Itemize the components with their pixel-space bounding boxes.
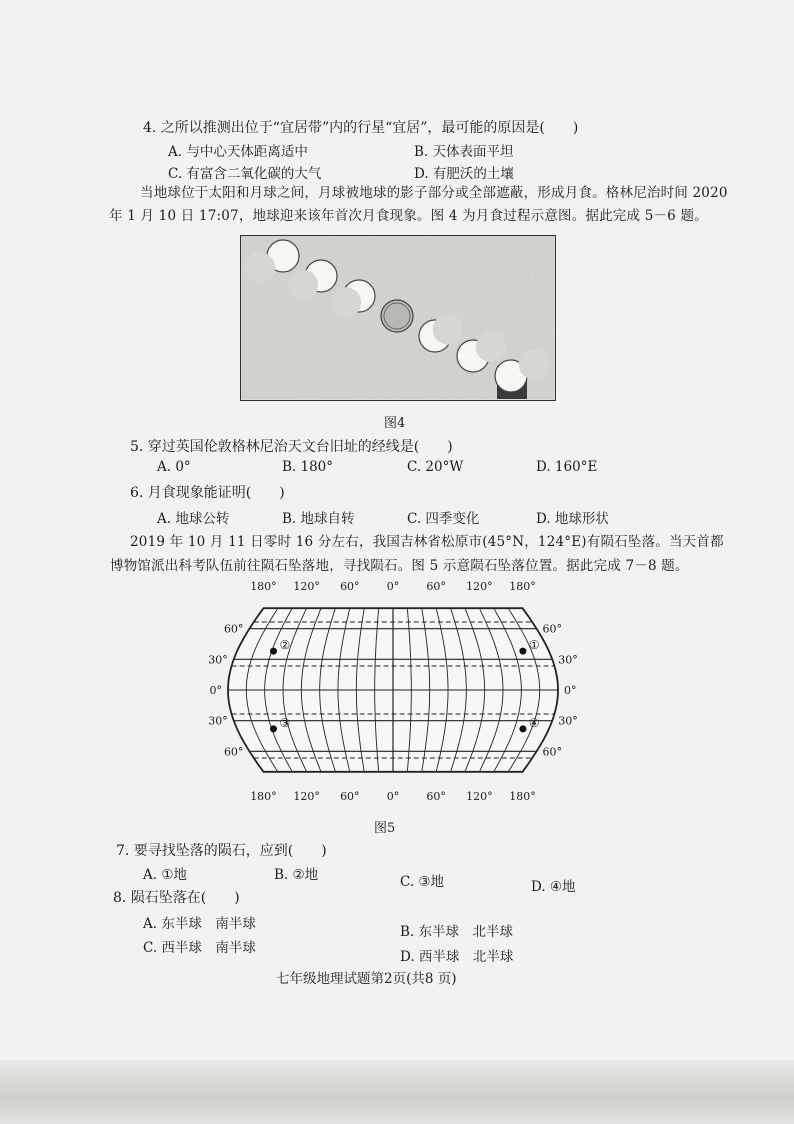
location-dot: [519, 725, 526, 732]
longitude-label-top: 0°: [386, 580, 400, 593]
meteorite-location-map: [195, 578, 600, 804]
longitude-label-top: 60°: [426, 580, 446, 593]
location-dot: [270, 725, 277, 732]
longitude-label-bottom: 0°: [386, 790, 400, 803]
location-label: ④: [528, 715, 540, 730]
question-8-option-a: A. 东半球 南半球: [143, 916, 256, 932]
longitude-label-top: 60°: [340, 580, 360, 593]
longitude-label-top: 180°: [509, 580, 536, 593]
latitude-label-left: 30°: [208, 653, 228, 667]
question-4-option-a: A. 与中心天体距离适中: [168, 144, 308, 160]
question-5-option-d: D. 160°E: [536, 459, 598, 475]
question-7-stem: 7. 要寻找坠落的陨石，应到( ): [116, 843, 327, 859]
question-6-option-d: D. 地球形状: [536, 511, 609, 527]
longitude-label-bottom: 60°: [426, 790, 446, 803]
longitude-label-bottom: 60°: [340, 790, 360, 803]
question-8-option-d: D. 西半球 北半球: [400, 949, 514, 965]
question-5-option-b: B. 180°: [282, 459, 334, 475]
latitude-label-right: 0°: [564, 684, 577, 697]
intro-7-8-line-2: 博物馆派出科考队伍前往陨石坠落地，寻找陨石。图 5 示意陨石坠落位置。据此完成 7－8 题。: [110, 558, 689, 574]
longitude-label-top: 120°: [293, 580, 320, 593]
eclipse-phase: [381, 300, 413, 332]
lunar-eclipse-photo: [240, 235, 556, 401]
latitude-label-right: 30°: [558, 653, 578, 667]
figure-5-caption: 图5: [374, 821, 396, 836]
question-5-option-c: C. 20°W: [407, 459, 464, 475]
page-footer: 七年级地理试题第2页(共8 页): [276, 971, 457, 987]
question-7-option-c: C. ③地: [400, 874, 445, 890]
lunar-eclipse-phases: [241, 236, 554, 399]
question-7-option-d: D. ④地: [531, 879, 576, 895]
question-6-option-a: A. 地球公转: [157, 511, 230, 527]
intro-5-6-line-1: 当地球位于太阳和月球之间，月球被地球的影子部分或全部遮蔽，形成月食。格林尼治时间 2020: [140, 185, 728, 201]
question-7-option-a: A. ①地: [143, 867, 187, 883]
latitude-label-left: 60°: [223, 745, 244, 759]
question-4-option-b: B. 天体表面平坦: [414, 144, 514, 160]
location-label: ③: [279, 715, 291, 730]
question-5-stem: 5. 穿过英国伦敦格林尼治天文台旧址的经线是( ): [130, 439, 453, 455]
longitude-label-bottom: 120°: [293, 790, 320, 803]
latitude-label-right: 30°: [558, 714, 578, 728]
question-4-option-d: D. 有肥沃的土壤: [414, 166, 514, 182]
location-dot: [519, 648, 526, 655]
longitude-label-top: 180°: [250, 580, 277, 593]
latitude-label-left: 0°: [209, 684, 222, 697]
latitude-label-left: 60°: [223, 622, 244, 636]
longitude-label-top: 120°: [466, 580, 493, 593]
question-4-option-c: C. 有富含二氧化碳的大气: [168, 166, 322, 182]
latitude-label-right: 60°: [542, 745, 563, 759]
location-label: ①: [528, 638, 540, 653]
latitude-label-right: 60°: [542, 622, 563, 636]
longitude-label-bottom: 180°: [250, 790, 277, 803]
scan-bottom-edge: [0, 1060, 794, 1124]
question-7-option-b: B. ②地: [274, 867, 319, 883]
question-4-stem: 4. 之所以推测出位于“宜居带”内的行星“宜居”，最可能的原因是( ): [143, 120, 579, 136]
question-8-option-b: B. 东半球 北半球: [400, 924, 514, 940]
question-8-stem: 8. 陨石坠落在( ): [113, 890, 240, 906]
figure-4-caption: 图4: [384, 416, 406, 431]
longitude-label-bottom: 120°: [466, 790, 493, 803]
intro-7-8-line-1: 2019 年 10 月 11 日零时 16 分左右，我国吉林省松原市(45°N，124°E)有陨石坠落。当天首都: [130, 534, 724, 550]
question-6-option-b: B. 地球自转: [282, 511, 355, 527]
question-5-option-a: A. 0°: [157, 459, 191, 475]
question-6-option-c: C. 四季变化: [407, 511, 480, 527]
question-8-option-c: C. 西半球 南半球: [143, 940, 256, 956]
longitude-label-bottom: 180°: [509, 790, 536, 803]
latitude-label-left: 30°: [208, 714, 228, 728]
question-6-stem: 6. 月食现象能证明( ): [130, 485, 285, 501]
location-dot: [270, 648, 277, 655]
location-label: ②: [279, 638, 291, 653]
intro-5-6-line-2: 年 1 月 10 日 17:07，地球迎来该年首次月食现象。图 4 为月食过程示意图。据此完成 5－6 题。: [109, 208, 708, 224]
